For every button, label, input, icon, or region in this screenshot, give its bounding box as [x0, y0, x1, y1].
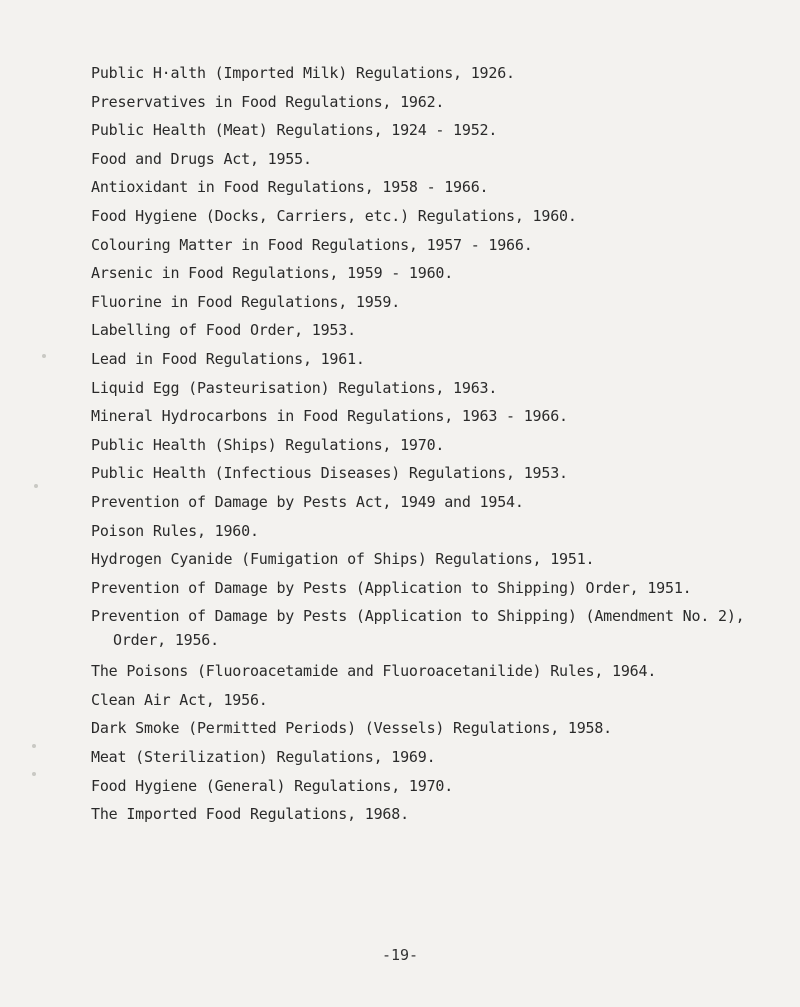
list-item: Dark Smoke (Permitted Periods) (Vessels) Regulations, 1958. [91, 719, 613, 738]
list-item: Prevention of Damage by Pests (Application to Shipping) (Amendment No. 2), Order, 1956. [91, 607, 745, 650]
list-item: Prevention of Damage by Pests Act, 1949 and 1954. [91, 492, 524, 511]
list-item: Lead in Food Regulations, 1961. [91, 349, 365, 368]
page-number: -19- [381, 946, 419, 964]
list-item: Hydrogen Cyanide (Fumigation of Ships) Regulations, 1951. [91, 550, 595, 569]
list-item: Food Hygiene (Docks, Carriers, etc.) Regulations, 1960. [91, 206, 577, 225]
scan-speck [32, 744, 36, 748]
list-item: The Imported Food Regulations, 1968. [91, 805, 409, 824]
list-item: Public Health (Infectious Diseases) Regulations, 1953. [91, 464, 568, 483]
list-item: Fluorine in Food Regulations, 1959. [91, 292, 401, 311]
list-item: Antioxidant in Food Regulations, 1958 - 1966. [91, 178, 489, 197]
list-item: Liquid Egg (Pasteurisation) Regulations, 1963. [91, 378, 498, 397]
list-item: Meat (Sterilization) Regulations, 1969. [91, 748, 436, 767]
list-item: Prevention of Damage by Pests (Application to Shipping) Order, 1951. [91, 578, 692, 597]
scan-speck [42, 354, 46, 358]
list-item: Food Hygiene (General) Regulations, 1970. [91, 776, 454, 795]
list-item: Food and Drugs Act, 1955. [91, 149, 312, 168]
scan-speck [34, 484, 38, 488]
list-item: Public Health (Ships) Regulations, 1970. [91, 435, 445, 454]
list-item: Colouring Matter in Food Regulations, 1957 - 1966. [91, 235, 533, 254]
list-item: Poison Rules, 1960. [91, 521, 259, 540]
list-item: Public Health (Meat) Regulations, 1924 - 1952. [91, 121, 498, 140]
list-item: Preservatives in Food Regulations, 1962. [91, 92, 445, 111]
list-item: Clean Air Act, 1956. [91, 690, 268, 709]
list-item: Labelling of Food Order, 1953. [91, 321, 356, 340]
list-item: Public H·alth (Imported Milk) Regulations, 1926. [91, 64, 515, 82]
list-item: Mineral Hydrocarbons in Food Regulations, 1963 - 1966. [91, 407, 568, 426]
scan-speck [32, 772, 36, 776]
list-item: The Poisons (Fluoroacetamide and Fluoroacetanilide) Rules, 1964. [91, 662, 657, 681]
regulations-list [91, 59, 796, 829]
list-item: Arsenic in Food Regulations, 1959 - 1960. [91, 264, 454, 283]
